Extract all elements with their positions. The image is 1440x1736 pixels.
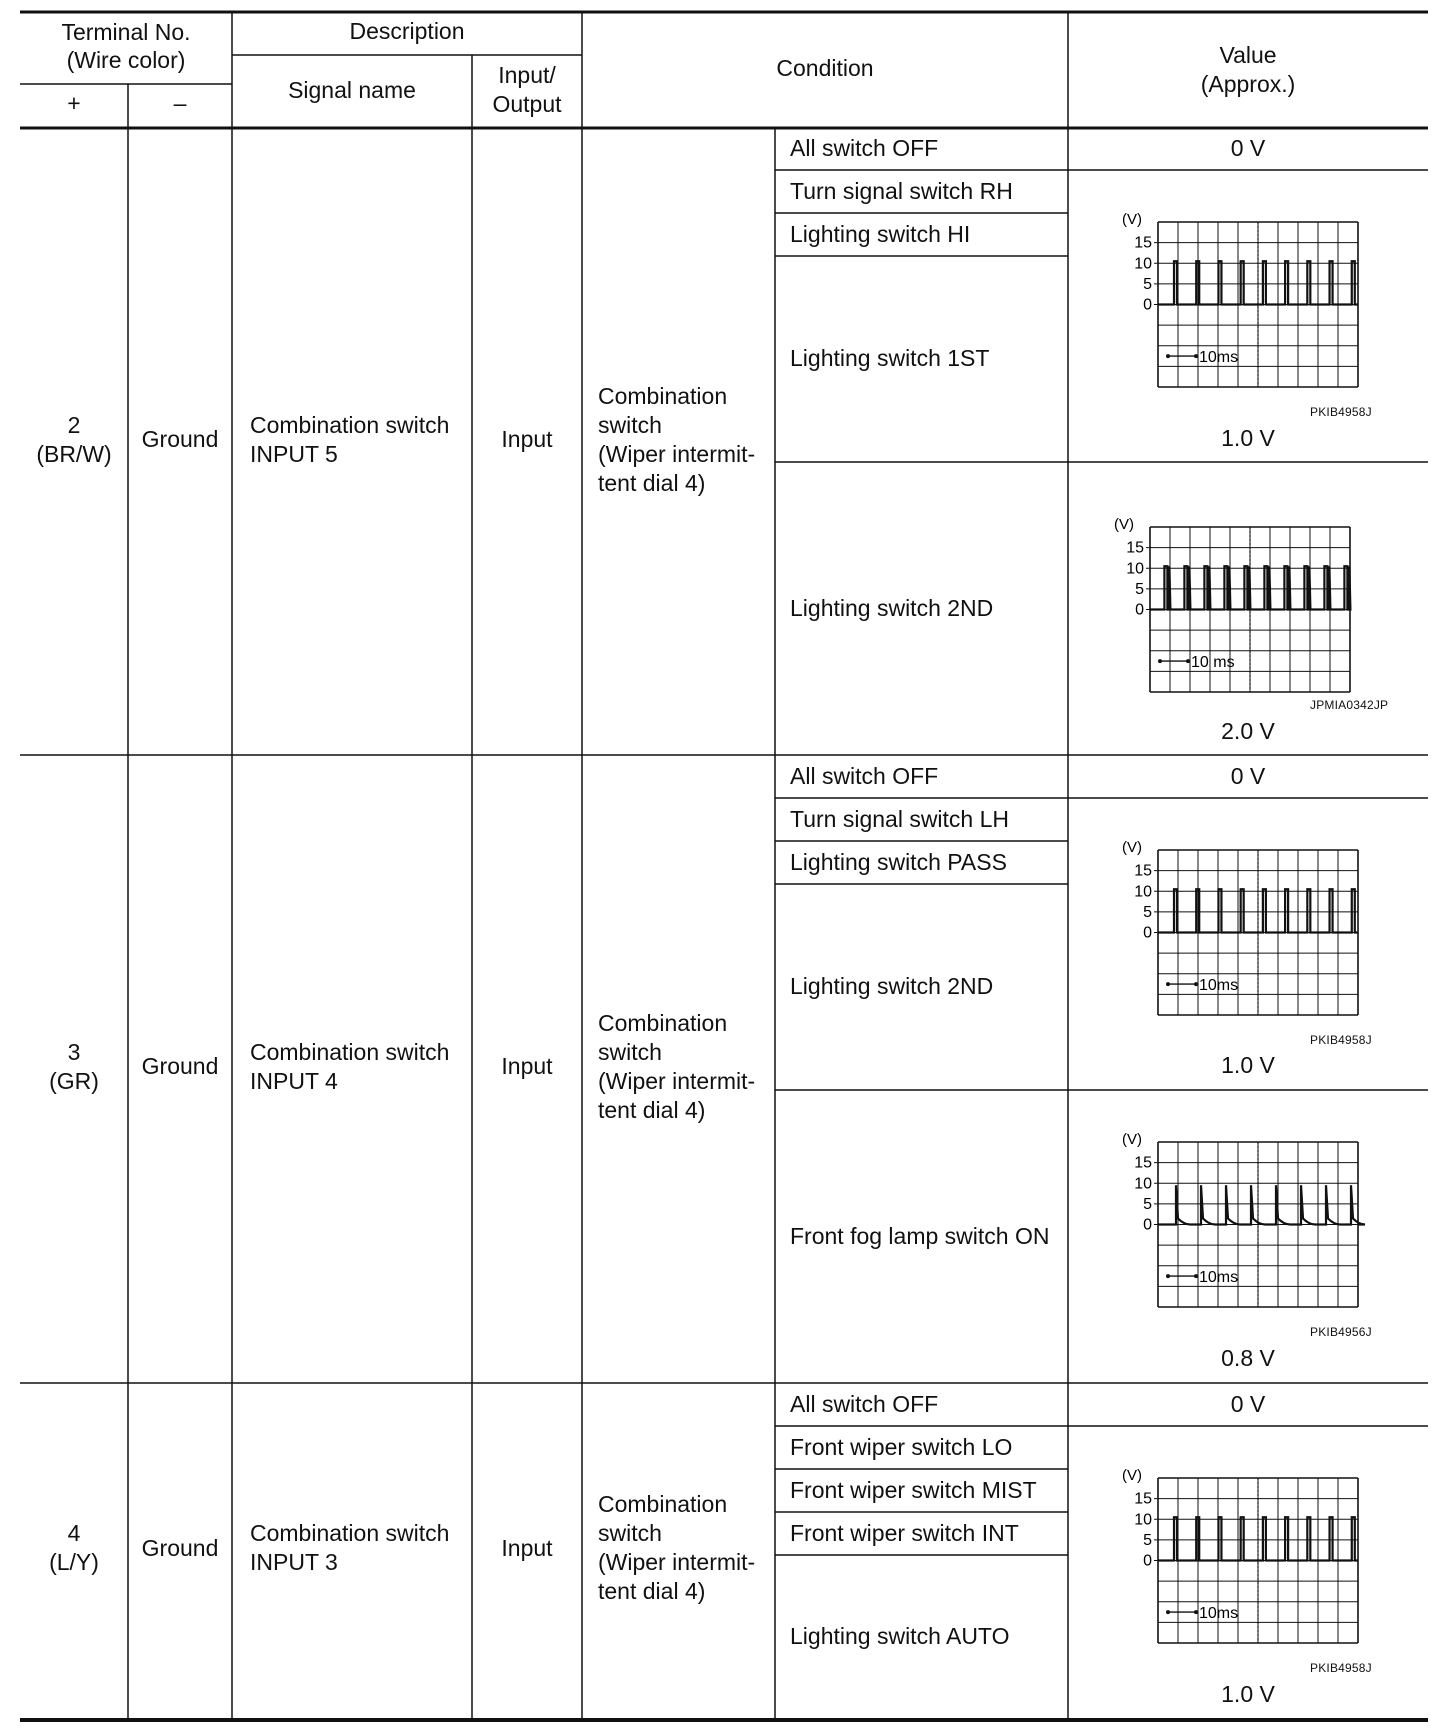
axis-tick-label: 0 — [1143, 924, 1152, 942]
header-minus: – — [173, 90, 187, 116]
sub-condition: Lighting switch 1ST — [790, 345, 990, 371]
figure-code: JPMIA0342JP — [1310, 698, 1389, 712]
sub-condition: Lighting switch HI — [790, 221, 971, 247]
terminal-number: 3 — [67, 1039, 81, 1065]
sub-condition: All switch OFF — [790, 1391, 939, 1417]
axis-tick-label: 5 — [1143, 1195, 1152, 1213]
sub-condition: Front fog lamp switch ON — [790, 1223, 1050, 1249]
condition-line-4: tent dial 4) — [598, 470, 706, 496]
oscilloscope-waveform — [1108, 838, 1368, 1027]
axis-tick-label: 10 — [1134, 1175, 1152, 1193]
axis-tick-label: 0 — [1135, 601, 1144, 619]
waveform-trace — [1158, 1185, 1365, 1224]
figure-code: PKIB4956J — [1310, 1325, 1372, 1339]
terminal-number: 4 — [67, 1520, 81, 1546]
signal-name-line-1: Combination switch — [250, 412, 450, 438]
axis-tick-label: 10 — [1134, 1511, 1152, 1529]
oscilloscope-waveform — [1100, 515, 1360, 704]
waveform-value: 2.0 V — [1221, 718, 1275, 744]
condition-line-3: (Wiper intermit- — [598, 1549, 756, 1575]
waveform-value: 1.0 V — [1221, 425, 1275, 451]
axis-unit: (V) — [1122, 1131, 1142, 1148]
terminal-number: 2 — [67, 412, 81, 438]
sub-condition: Lighting switch AUTO — [790, 1623, 1010, 1649]
condition-line-2: switch — [598, 1520, 662, 1546]
oscilloscope-waveform — [1108, 1466, 1368, 1655]
waveform-trace — [1150, 566, 1350, 609]
axis-tick-label: 15 — [1134, 862, 1152, 880]
axis-unit: (V) — [1122, 1467, 1142, 1484]
value-off: 0 V — [1230, 1391, 1266, 1417]
sub-condition: Front wiper switch INT — [790, 1520, 1019, 1546]
minus-terminal: Ground — [141, 1535, 219, 1561]
header-wire-color: (Wire color) — [66, 47, 186, 73]
axis-tick-label: 15 — [1134, 234, 1152, 252]
io-type: Input — [501, 1053, 553, 1079]
header-input-output-2: Output — [492, 91, 562, 117]
axis-tick-label: 5 — [1143, 903, 1152, 921]
io-type: Input — [501, 426, 553, 452]
axis-unit: (V) — [1122, 839, 1142, 856]
oscilloscope-waveform — [1108, 210, 1368, 399]
time-scale-label: 10ms — [1199, 349, 1239, 367]
oscilloscope-waveform — [1108, 1130, 1368, 1319]
axis-tick-label: 10 — [1134, 883, 1152, 901]
condition-line-3: (Wiper intermit- — [598, 1068, 756, 1094]
sub-condition: Lighting switch 2ND — [790, 595, 994, 621]
sub-condition: Turn signal switch LH — [790, 806, 1010, 832]
axis-tick-label: 5 — [1143, 275, 1152, 293]
minus-terminal: Ground — [141, 1053, 219, 1079]
condition-line-3: (Wiper intermit- — [598, 441, 756, 467]
minus-terminal: Ground — [141, 426, 219, 452]
axis-tick-label: 0 — [1143, 296, 1152, 314]
sub-condition: Front wiper switch MIST — [790, 1477, 1037, 1503]
wire-color: (GR) — [49, 1068, 99, 1094]
time-scale-label: 10ms — [1199, 1269, 1239, 1287]
signal-name-line-1: Combination switch — [250, 1520, 450, 1546]
axis-tick-label: 5 — [1135, 580, 1144, 598]
axis-tick-label: 15 — [1126, 539, 1144, 557]
sub-condition: All switch OFF — [790, 763, 939, 789]
waveform-value: 1.0 V — [1221, 1052, 1275, 1078]
time-scale-label: 10ms — [1199, 977, 1239, 995]
axis-tick-label: 15 — [1134, 1490, 1152, 1508]
figure-code: PKIB4958J — [1310, 1033, 1372, 1047]
value-off: 0 V — [1230, 763, 1266, 789]
value-off: 0 V — [1230, 135, 1266, 161]
waveform-value: 0.8 V — [1221, 1345, 1275, 1371]
axis-tick-label: 10 — [1134, 255, 1152, 273]
header-terminal-no: Terminal No. — [61, 19, 191, 45]
header-condition: Condition — [776, 55, 874, 81]
header-description: Description — [349, 18, 465, 44]
condition-line-2: switch — [598, 1039, 662, 1065]
header-value-1: Value — [1219, 42, 1277, 68]
signal-name-line-1: Combination switch — [250, 1039, 450, 1065]
signal-name-line-2: INPUT 3 — [250, 1549, 338, 1575]
condition-line-1: Combination — [598, 383, 728, 409]
time-scale-label: 10 ms — [1191, 654, 1235, 672]
figure-code: PKIB4958J — [1310, 1661, 1372, 1675]
axis-tick-label: 15 — [1134, 1154, 1152, 1172]
header-signal-name: Signal name — [288, 77, 416, 103]
condition-line-4: tent dial 4) — [598, 1097, 706, 1123]
axis-tick-label: 0 — [1143, 1216, 1152, 1234]
header-input-output-1: Input/ — [498, 62, 556, 88]
time-scale-label: 10ms — [1199, 1605, 1239, 1623]
sub-condition: Lighting switch 2ND — [790, 973, 994, 999]
axis-unit: (V) — [1122, 211, 1142, 228]
condition-line-2: switch — [598, 412, 662, 438]
wire-color: (BR/W) — [36, 441, 112, 467]
signal-name-line-2: INPUT 4 — [250, 1068, 338, 1094]
figure-code: PKIB4958J — [1310, 405, 1372, 419]
header-plus: + — [67, 90, 81, 116]
sub-condition: All switch OFF — [790, 135, 939, 161]
condition-line-4: tent dial 4) — [598, 1578, 706, 1604]
axis-tick-label: 10 — [1126, 560, 1144, 578]
io-type: Input — [501, 1535, 553, 1561]
condition-line-1: Combination — [598, 1491, 728, 1517]
sub-condition: Lighting switch PASS — [790, 849, 1007, 875]
sub-condition: Turn signal switch RH — [790, 178, 1013, 204]
sub-condition: Front wiper switch LO — [790, 1434, 1013, 1460]
waveform-value: 1.0 V — [1221, 1681, 1275, 1707]
header-value-2: (Approx.) — [1200, 71, 1296, 97]
condition-line-1: Combination — [598, 1010, 728, 1036]
signal-name-line-2: INPUT 5 — [250, 441, 338, 467]
axis-tick-label: 0 — [1143, 1552, 1152, 1570]
axis-unit: (V) — [1114, 516, 1134, 533]
axis-tick-label: 5 — [1143, 1531, 1152, 1549]
wire-color: (L/Y) — [49, 1549, 99, 1575]
